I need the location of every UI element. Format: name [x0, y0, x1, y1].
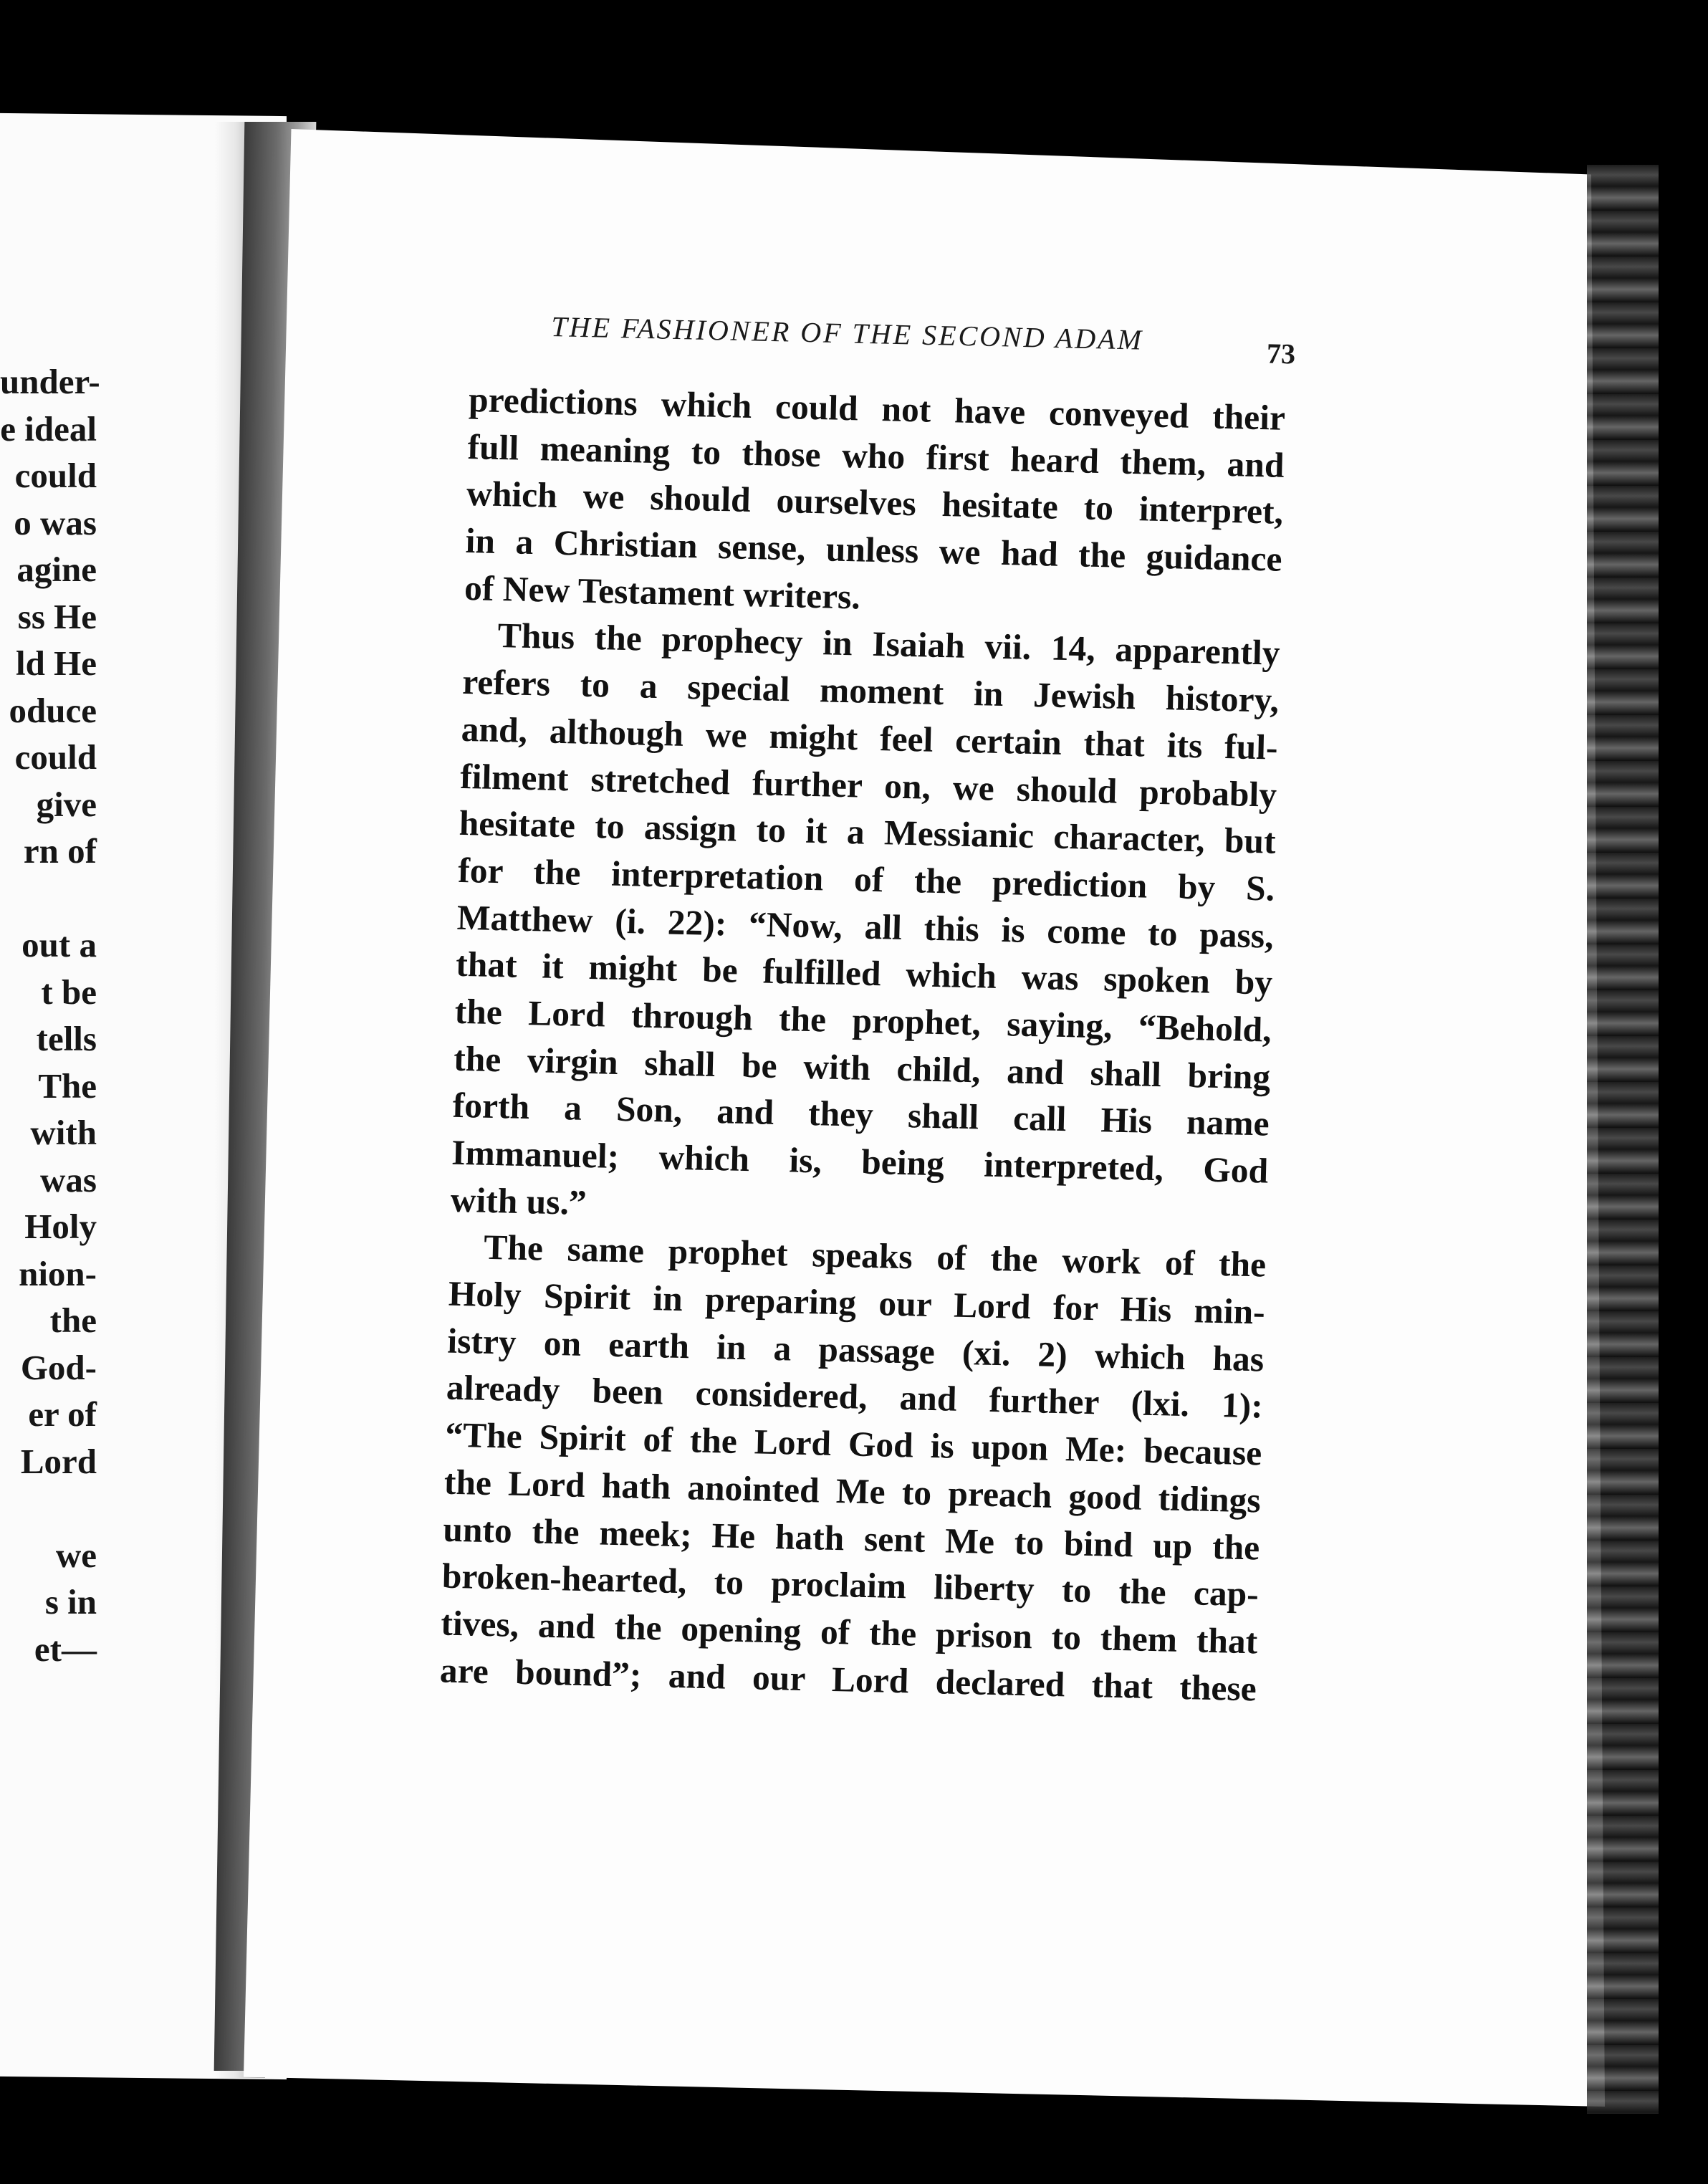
left-page-line-fragment: the [49, 1301, 97, 1340]
text-line: of New Testament writers. [464, 567, 861, 617]
left-page-line-fragment: could [14, 737, 97, 777]
left-page-line-fragment: God- [20, 1347, 97, 1387]
left-page-blank-line [0, 1485, 97, 1532]
text-line: unto the meek; He hath sent Me to bind up the [442, 1509, 1260, 1567]
text-line: the Lord hath anointed Me to preach good tidings [443, 1462, 1262, 1520]
left-page-line-fragment: ss He [17, 596, 97, 636]
text-line: refers to a special moment in Jewish history, [461, 662, 1280, 720]
text-line: forth a Son, and they shall call His name [452, 1086, 1270, 1144]
left-page-line-fragment: e ideal [0, 408, 97, 449]
left-page-line-fragment: Holy [24, 1207, 97, 1246]
left-page-line-fragment: ld He [16, 643, 97, 683]
text-line: are bound”; and our Lord declared that these [439, 1650, 1257, 1708]
left-page-line-fragment: under- [0, 362, 100, 401]
paragraph-2 [450, 611, 1280, 1242]
text-line: in a Christian sense, unless we had the guidance [465, 521, 1283, 579]
text-line: filment stretched further on, we should probably [459, 756, 1277, 815]
left-page-line-fragment: could [14, 456, 97, 495]
text-line: with us.” [450, 1179, 587, 1222]
text-line: already been considered, and further (lxi. 1): [446, 1368, 1264, 1426]
text-line: broken-hearted, to proclaim liberty to the cap- [441, 1556, 1260, 1614]
running-title: THE FASHIONER OF THE SECOND ADAM [550, 310, 1144, 356]
text-line: that it might be fulfilled which was spoken by [455, 944, 1273, 1002]
text-line: and, although we might feel certain that its ful- [461, 709, 1279, 767]
text-line: tives, and the opening of the prison to them that [440, 1603, 1258, 1662]
text-line: istry on earth in a passage (xi. 2) which has [446, 1321, 1265, 1379]
text-line: hesitate to assign to it a Messianic character, but [459, 803, 1277, 861]
text-line: predictions which could not have conveyed their [468, 379, 1286, 438]
left-page-line-fragment: with [30, 1113, 97, 1152]
text-line: which we should ourselves hesitate to interpret, [466, 474, 1284, 532]
left-page-line-fragment: agine [16, 550, 97, 589]
left-page-line-fragment: Lord [20, 1441, 97, 1481]
left-page-text-fragments [0, 358, 100, 1672]
left-page-line-fragment: et— [34, 1629, 97, 1669]
text-line: The same prophet speaks of the work of the [483, 1227, 1267, 1285]
text-line: the Lord through the prophet, saying, “Behold, [454, 991, 1272, 1050]
left-page-line-fragment: oduce [9, 690, 97, 730]
paragraph-3 [439, 1223, 1267, 1713]
text-line: full meaning to those who first heard them, and [467, 426, 1285, 485]
paragraph-1 [464, 376, 1286, 630]
left-page-line-fragment: er of [28, 1394, 97, 1434]
left-page-line-fragment: nion- [19, 1253, 97, 1293]
left-page-line-fragment: out a [21, 925, 97, 964]
left-page-line-fragment: tells [36, 1019, 97, 1058]
text-line: “The Spirit of the Lord God is upon Me: because [444, 1414, 1262, 1473]
body-text [439, 376, 1285, 1713]
text-line: for the interpretation of the prediction by S. [457, 850, 1275, 909]
left-page-line-fragment: was [40, 1159, 97, 1199]
page-number: 73 [1266, 337, 1296, 370]
left-page-line-fragment: s in [44, 1582, 97, 1622]
text-line: the virgin shall be with child, and shall bring [453, 1038, 1271, 1097]
left-page-line-fragment: t be [41, 972, 97, 1012]
left-page-line-fragment: o was [14, 502, 97, 542]
left-page-blank-line [0, 875, 97, 922]
text-line: Immanuel; which is, being interpreted, God [451, 1132, 1269, 1191]
left-page-line-fragment: we [55, 1535, 97, 1575]
left-page-line-fragment: give [36, 784, 97, 824]
text-line: Thus the prophecy in Isaiah vii. 14, apparently [497, 616, 1281, 674]
page-edges [1587, 165, 1659, 2114]
text-line: Matthew (i. 22): “Now, all this is come to pass, [456, 897, 1275, 956]
text-line: Holy Spirit in preparing our Lord for His min- [448, 1273, 1266, 1332]
left-page-line-fragment: The [38, 1065, 97, 1106]
left-page-line-fragment: rn of [23, 831, 97, 871]
